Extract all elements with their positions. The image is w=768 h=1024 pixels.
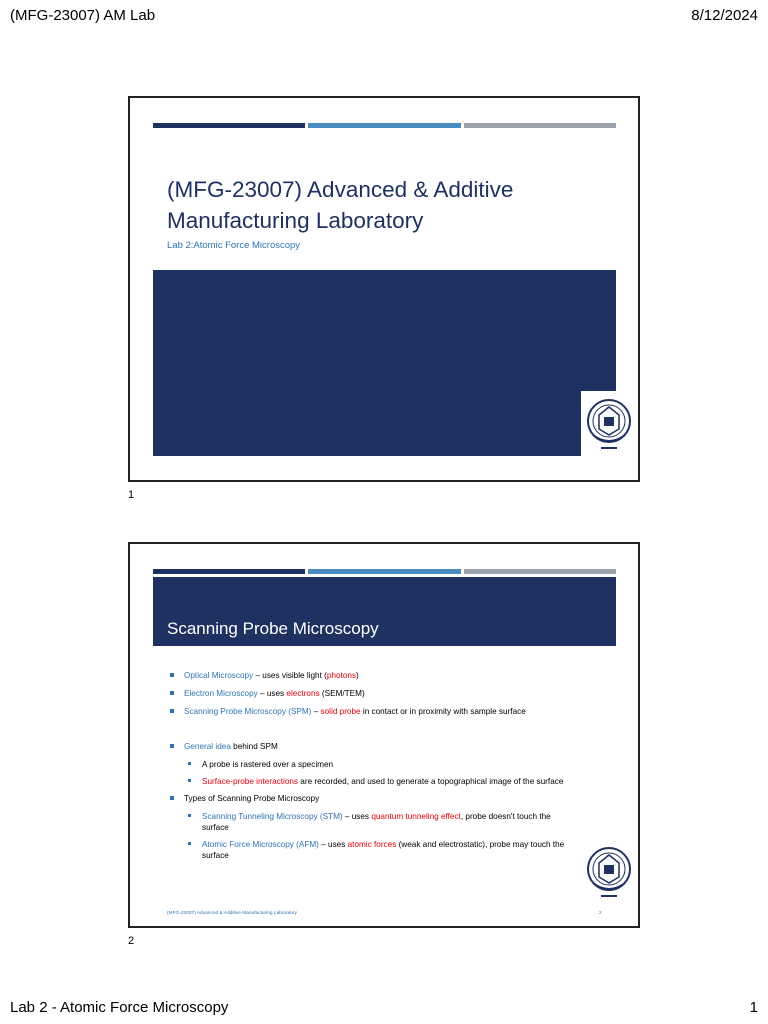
slide-footer-text: (MFG-23007) Advanced & Additive Manufacturing Laboratory xyxy=(167,911,297,916)
accent-bar-gray xyxy=(464,569,616,574)
slide-1-title xyxy=(167,174,607,236)
slide-2-title: Scanning Probe Microscopy xyxy=(167,619,379,638)
institute-seal-icon xyxy=(581,839,637,905)
bullet-types: Types of Scanning Probe Microscopy xyxy=(170,793,610,804)
accent-bar-blue xyxy=(308,123,460,128)
accent-bar-gray xyxy=(464,123,616,128)
bullet-general-idea: General idea behind SPM xyxy=(170,741,610,752)
slide-1 xyxy=(128,96,640,482)
sub-bullet-stm: Scanning Tunneling Microscopy (STM) – uses quantum tunneling effect, probe doesn't touch the surface xyxy=(170,811,570,833)
page-header-date: 8/12/2024 xyxy=(691,7,758,24)
page-footer-title: Lab 2 - Atomic Force Microscopy xyxy=(10,999,229,1016)
slide-number-2: 2 xyxy=(128,935,135,947)
slide-2 xyxy=(128,542,640,928)
sub-bullet-afm: Atomic Force Microscopy (AFM) – uses atomic forces (weak and electrostatic), probe may touch the surface xyxy=(170,839,570,861)
title-color-block xyxy=(153,270,616,456)
slide-2-header xyxy=(153,577,616,646)
bullet-optical: Optical Microscopy – uses visible light (photons) xyxy=(170,670,610,681)
slide-footer-number: 2 xyxy=(599,911,602,916)
accent-bar-navy xyxy=(153,123,305,128)
accent-bar-navy xyxy=(153,569,305,574)
bullet-electron: Electron Microscopy – uses electrons (SEM/TEM) xyxy=(170,688,610,699)
institute-seal-icon xyxy=(581,391,637,457)
slide-1-title-line1: (MFG-23007) Advanced & Additive xyxy=(167,177,514,202)
sub-bullet-raster: A probe is rastered over a specimen xyxy=(170,759,610,770)
accent-bars xyxy=(153,569,616,574)
sub-bullet-interactions: Surface-probe interactions are recorded, and used to generate a topographical image of the surface xyxy=(170,776,610,787)
slide-1-title-line2: Manufacturing Laboratory xyxy=(167,208,424,233)
slide-number-1: 1 xyxy=(128,489,135,501)
bullet-list xyxy=(170,670,610,867)
accent-bars xyxy=(153,123,616,128)
slide-1-subtitle: Lab 2:Atomic Force Microscopy xyxy=(167,240,301,251)
bullet-spm: Scanning Probe Microscopy (SPM) – solid probe in contact or in proximity with sample surface xyxy=(170,706,610,717)
page-number: 1 xyxy=(749,999,758,1016)
page-header-title: (MFG-23007) AM Lab xyxy=(10,7,156,24)
accent-bar-blue xyxy=(308,569,460,574)
